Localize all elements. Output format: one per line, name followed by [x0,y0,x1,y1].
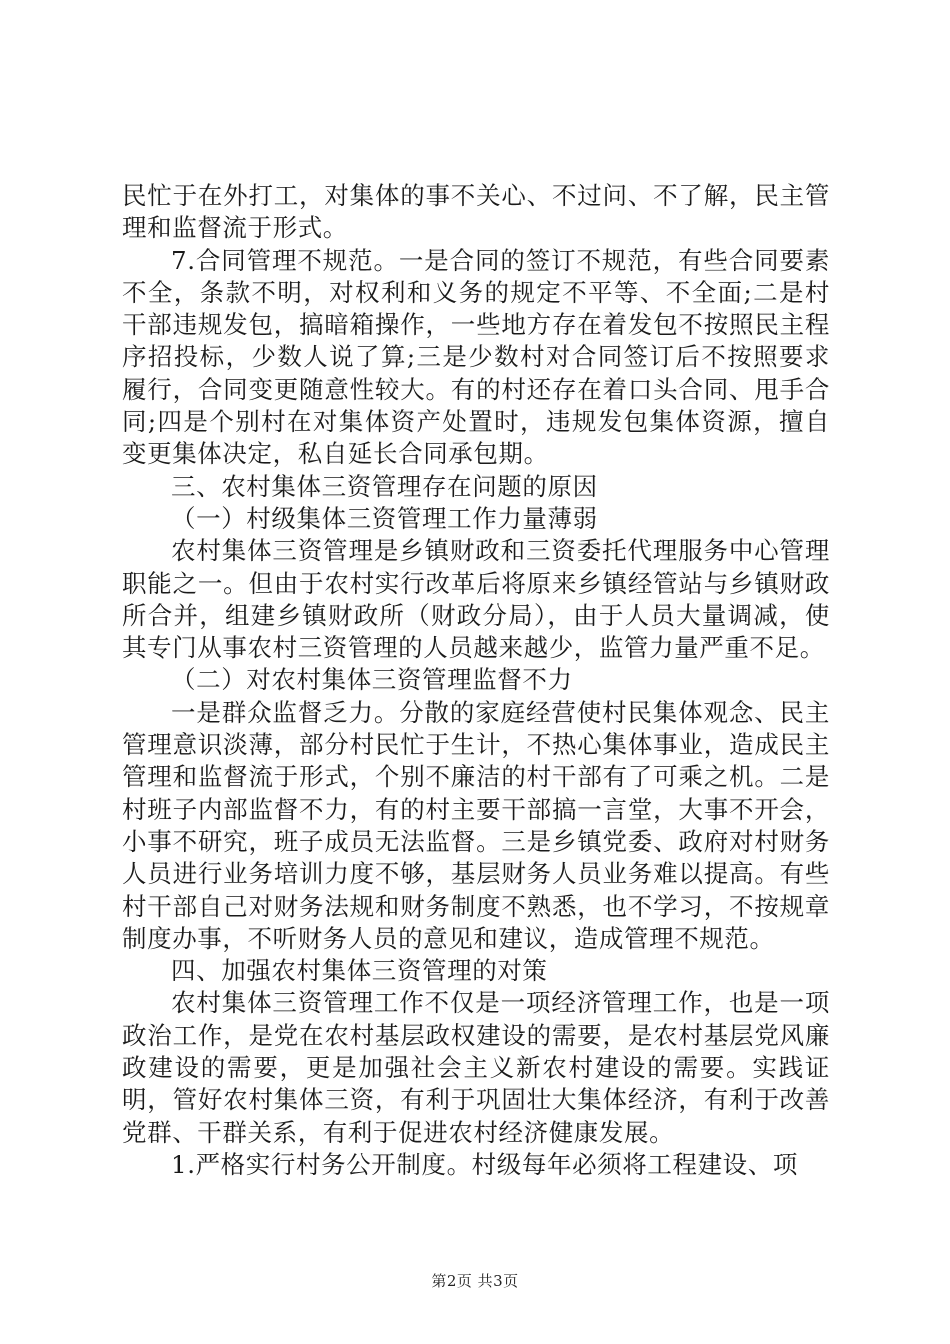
paragraph-countermeasures-intro: 农村集体三资管理工作不仅是一项经济管理工作，也是一项政治工作，是党在农村基层政权建设的需要，是农村基层党风廉政建设的需要，更是加强社会主义新农村建设的需要。实践证明，管好农村集体三资，有利于巩固壮大集体经济，有利于改善党群、干群关系，有利于促进农村经济健康发展。 [122,988,830,1147]
subsection-heading-2: （二）对农村集体三资管理监督不力 [171,665,573,695]
paragraph-weak-supervision: 一是群众监督乏力。分散的家庭经营使村民集体观念、民主管理意识淡薄，部分村民忙于生计，不热心集体事业，造成民主管理和监督流于形式，个别不廉洁的村干部有了可乘之机。二是村班子内部监督不力，有的村主要干部搞一言堂，大事不开会，小事不研究，班子成员无法监督。三是乡镇党委、政府对村财务人员进行业务培训力度不够，基层财务人员业务难以提高。有些村干部自己对财务法规和财务制度不熟悉，也不学习，不按规章制度办事，不听财务人员的意见和建议，造成管理不规范。 [122,697,830,953]
paragraph-village-affairs-disclosure: 1.严格实行村务公开制度。村级每年必须将工程建设、项 [171,1149,798,1179]
paragraph-weak-staffing: 农村集体三资管理是乡镇财政和三资委托代理服务中心管理职能之一。但由于农村实行改革后将原来乡镇经管站与乡镇财政所合并，组建乡镇财政所（财政分局），由于人员大量调减，使其专门从事农村三资管理的人员越来越少，监管力量严重不足。 [122,536,830,663]
paragraph-contract-management: 7.合同管理不规范。一是合同的签订不规范，有些合同要素不全，条款不明，对权利和义务的规定不平等、不全面;二是村干部违规发包，搞暗箱操作，一些地方存在着发包不按照民主程序招投标，少数人说了算;三是少数村对合同签订后不按照要求履行，合同变更随意性较大。有的村还存在着口头合同、甩手合同;四是个别村在对集体资产处置时，违规发包集体资源，擅自变更集体决定，私自延长合同承包期。 [122,245,830,469]
document-body [122,180,830,1181]
subsection-heading-1: （一）村级集体三资管理工作力量薄弱 [171,503,598,533]
section-heading-3: 三、农村集体三资管理存在问题的原因 [171,471,598,501]
paragraph-continuation: 民忙于在外打工，对集体的事不关心、不过问、不了解，民主管理和监督流于形式。 [122,181,830,243]
section-heading-4: 四、加强农村集体三资管理的对策 [171,956,548,986]
page-footer: 第2页 共3页 [431,1272,519,1290]
